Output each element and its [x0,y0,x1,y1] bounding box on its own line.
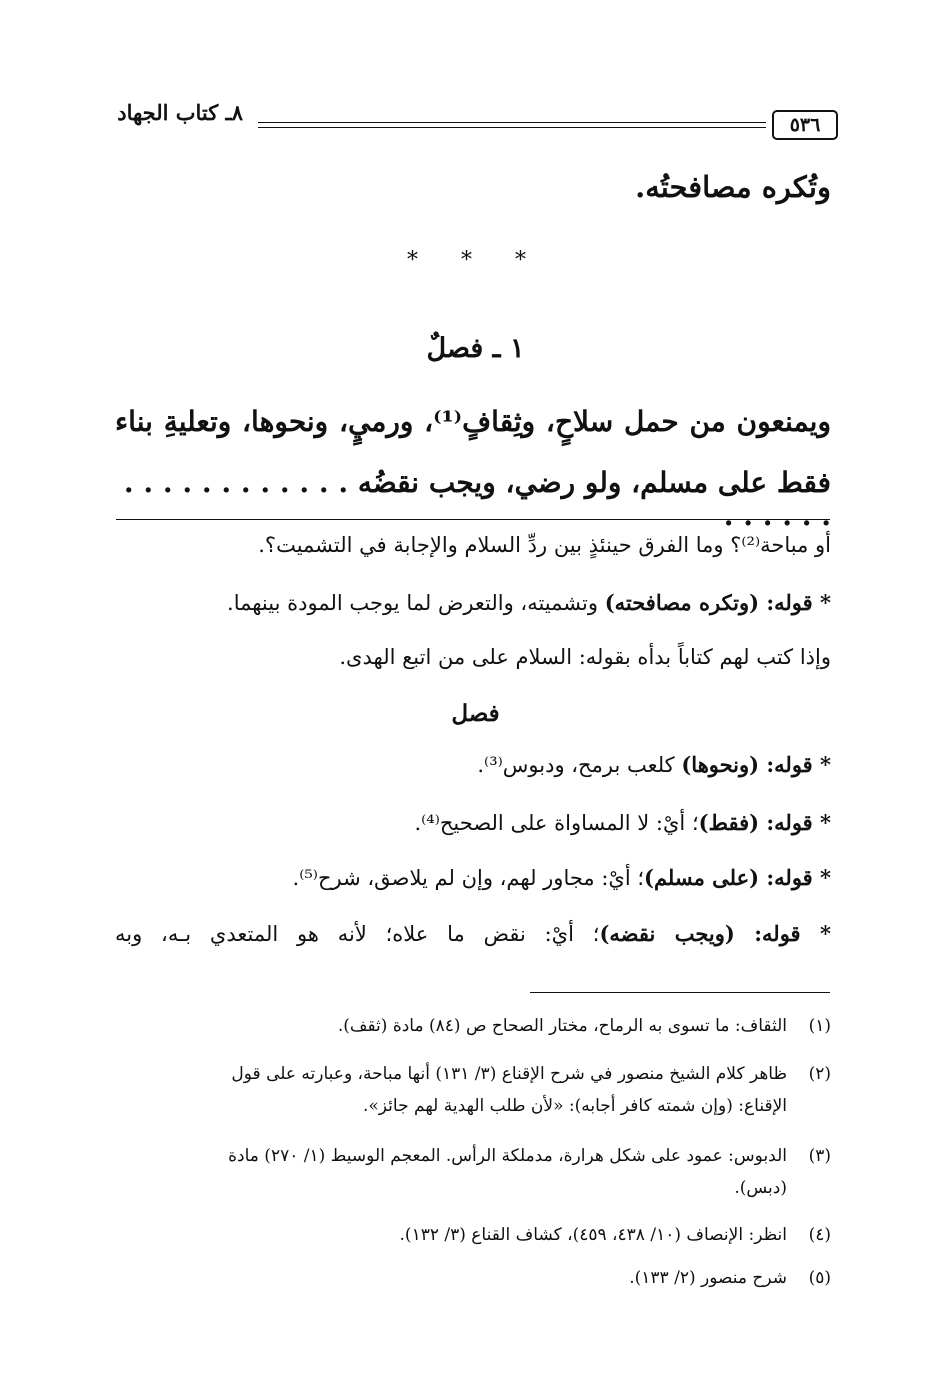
footnote-text: شرح منصور (٢/ ١٣٣). [629,1268,787,1288]
quote-label: * قوله: (على مسلم) [644,865,831,890]
commentary-line-3: وإذا كتب لهم كتاباً بدأه بقوله: السلام على من اتبع الهدى. [339,645,831,669]
commentary-line-7 [115,921,831,946]
footnote-5 [115,1268,831,1288]
commentary-line-5 [414,810,831,835]
commentary-text: ؛ أيْ: نقض ما علاه؛ لأنه هو المتعدي بـه، وبه [115,922,600,946]
main-commentary-separator [116,519,830,520]
commentary-line-2 [227,590,831,615]
commentary-subheading: فصل [451,700,500,727]
page-number-box: ٥٣٦ [772,110,838,140]
commentary-text: ؛ أيْ: مجاور لهم، وإن لم يلاصق، شرح⁽⁵⁾. [292,866,645,890]
footnote-number: (٥) [808,1268,831,1288]
section-title: ١ ـ فصلٌ [426,333,525,364]
quote-label: * قوله: (ويجب نقضه) [599,921,832,946]
main-text-line-1: ويمنعون من حمل سلاحٍ، وثِقافٍ⁽¹⁾، ورميٍ، ونحوها، وتعليةِ بناء [115,405,831,438]
main-text-first-line: وتُكره مصافحتُه. [635,170,831,204]
footnote-4 [115,1225,831,1245]
footnote-text: انظر: الإنصاف (١٠/ ٤٣٨، ٤٥٩)، كشاف القناع (٣/ ١٣٢). [399,1225,787,1245]
commentary-text: كلعب برمح، ودبوس⁽³⁾. [477,753,682,777]
commentary-text: وتشميته، والتعرض لما يوجب المودة بينهما. [227,591,605,615]
chapter-header: ٨ـ كتاب الجهاد [117,100,243,125]
footnote-text: الثقاف: ما تسوى به الرماح، مختار الصحاح ص (٨٤) مادة (ثقف). [337,1016,787,1036]
footnote-3 [115,1140,831,1204]
commentary-line-1: أو مباحة⁽²⁾؟ وما الفرق حينئذٍ بين ردِّ السلام والإجابة في التشميت؟. [258,533,831,557]
footnote-text-continued: الإقناع: (وإن شمته كافر أجابه): «لأن طلب الهدية لهم جائز». [363,1096,787,1116]
footnote-number: (٤) [808,1225,831,1245]
footnote-text: ظاهر كلام الشيخ منصور في شرح الإقناع (٣/ ١٣١) أنها مباحة، وعبارته على قول [231,1064,787,1084]
footnote-text-continued: (دبس). [734,1178,787,1198]
section-divider-stars: * * * [407,248,544,273]
main-text-line-2: فقط على مسلم، ولو رضي، ويجب نقضُه . . . . . . . . . . . . . . . . . . [123,466,831,532]
commentary-line-4 [477,752,831,777]
commentary-text: ؛ أيْ: لا المساواة على الصحيح⁽⁴⁾. [414,811,699,835]
footnote-number: (٢) [808,1064,831,1084]
quote-label: * قوله: (فقط) [698,810,831,835]
footnote-number: (١) [808,1016,831,1036]
footnote-number: (٣) [808,1146,831,1166]
commentary-line-6 [293,865,831,890]
quote-label: * قوله: (ونحوها) [681,752,831,777]
quote-label: * قوله: (وتكره مصافحته) [604,590,831,615]
footnote-2 [115,1058,831,1122]
footnote-1 [115,1016,831,1036]
header-rule-top [258,122,766,123]
header-rule-bottom [258,127,766,128]
footnote-separator [530,992,830,993]
footnote-text: الدبوس: عمود على شكل هرارة، مدملكة الرأس. المعجم الوسيط (١/ ٢٧٠) مادة [228,1146,787,1166]
